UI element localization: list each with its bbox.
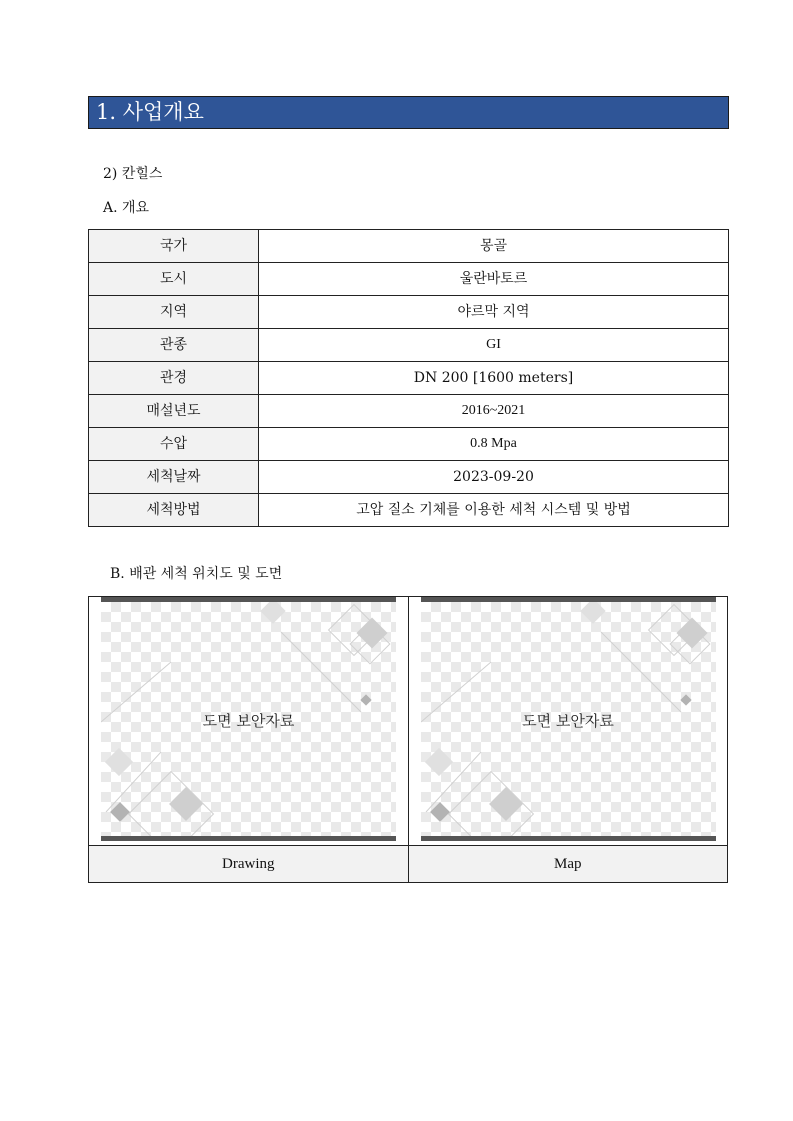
drawing-placeholder-text: 도면 보안자료 bbox=[202, 712, 295, 730]
row-label-pipe-type: 관종 bbox=[89, 329, 259, 362]
table-row bbox=[89, 329, 729, 362]
row-label-city: 도시 bbox=[89, 263, 259, 296]
map-placeholder-text: 도면 보안자료 bbox=[522, 712, 614, 730]
row-value-water-pressure: 0.8 Mpa bbox=[259, 428, 729, 461]
row-label-install-year: 매설년도 bbox=[89, 395, 259, 428]
figure-cell-drawing bbox=[89, 597, 409, 846]
row-label-cleaning-date: 세척날짜 bbox=[89, 461, 259, 494]
row-label-water-pressure: 수압 bbox=[89, 428, 259, 461]
row-value-region: 야르막 지역 bbox=[259, 296, 729, 329]
table-row bbox=[89, 263, 729, 296]
subsection-overview-title: A. 개요 bbox=[103, 200, 150, 216]
subsection-item-title: 2) 칸힐스 bbox=[103, 166, 163, 182]
row-label-cleaning-method: 세척방법 bbox=[89, 494, 259, 527]
row-label-pipe-diameter: 관경 bbox=[89, 362, 259, 395]
table-row bbox=[89, 395, 729, 428]
table-row bbox=[89, 461, 729, 494]
row-value-cleaning-method: 고압 질소 기체를 이용한 세척 시스템 및 방법 bbox=[259, 494, 729, 527]
row-value-pipe-diameter: DN 200 [1600 meters] bbox=[259, 362, 729, 395]
table-row bbox=[89, 230, 729, 263]
table-row bbox=[89, 362, 729, 395]
row-value-city: 울란바토르 bbox=[259, 263, 729, 296]
row-value-country: 몽골 bbox=[259, 230, 729, 263]
map-image bbox=[421, 597, 716, 841]
row-label-region: 지역 bbox=[89, 296, 259, 329]
drawing-image bbox=[101, 597, 396, 841]
drawing-caption: Drawing bbox=[89, 846, 409, 883]
figure-cell-map bbox=[408, 597, 728, 846]
subsection-layout-title: B. 배관 세척 위치도 및 도면 bbox=[110, 566, 283, 582]
row-label-country: 국가 bbox=[89, 230, 259, 263]
section-header bbox=[88, 96, 729, 129]
table-row bbox=[89, 428, 729, 461]
map-caption: Map bbox=[408, 846, 728, 883]
figures-table bbox=[88, 596, 728, 883]
section-title: 1. 사업개요 bbox=[96, 100, 204, 124]
row-value-install-year: 2016~2021 bbox=[259, 395, 729, 428]
table-row bbox=[89, 296, 729, 329]
overview-table bbox=[88, 229, 729, 527]
row-value-pipe-type: GI bbox=[259, 329, 729, 362]
row-value-cleaning-date: 2023-09-20 bbox=[259, 461, 729, 494]
table-row bbox=[89, 494, 729, 527]
